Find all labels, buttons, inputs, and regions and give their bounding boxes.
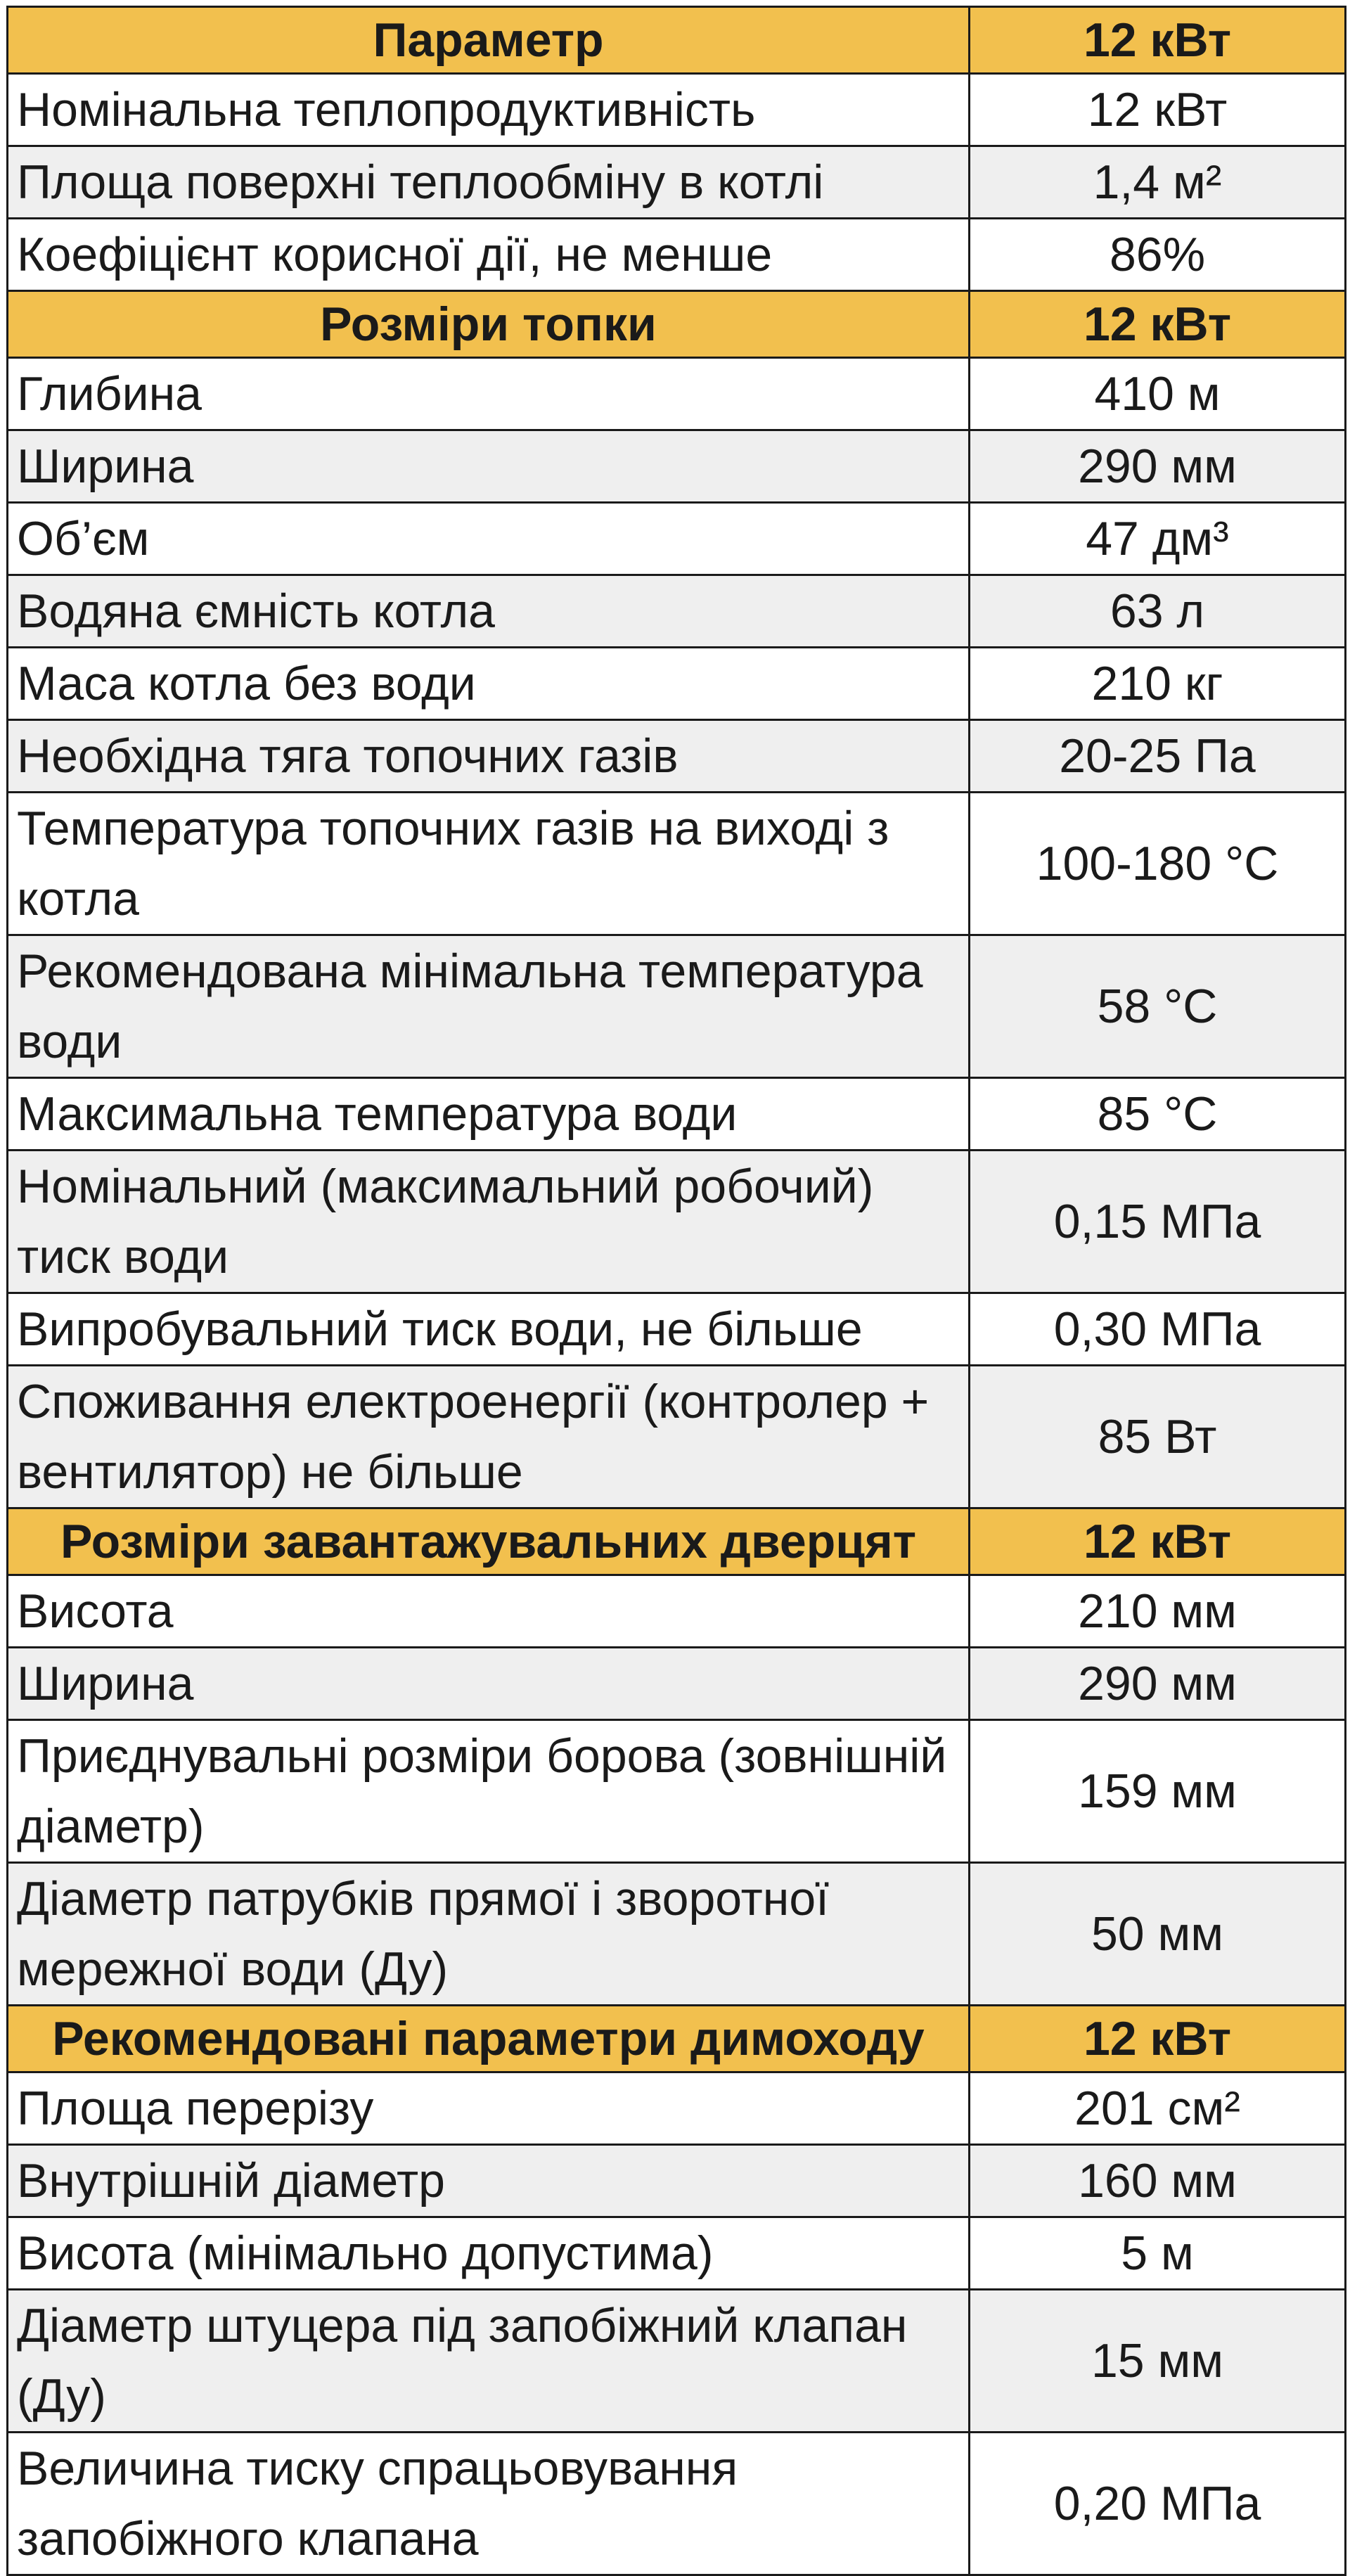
row-label: Висота (8, 1575, 970, 1648)
table-row (8, 648, 1346, 720)
table-row (8, 1293, 1346, 1366)
section-title: Рекомендовані параметри димоходу (8, 2006, 970, 2072)
spec-table (6, 6, 1346, 2576)
section-title: Розміри топки (8, 291, 970, 358)
section-title: Параметр (8, 7, 970, 74)
table-row (8, 1575, 1346, 1648)
section-header (8, 2006, 1346, 2072)
table-row (8, 1720, 1346, 1863)
section-value-header: 12 кВт (970, 291, 1346, 358)
table-row (8, 503, 1346, 575)
table-row (8, 358, 1346, 430)
table-row (8, 219, 1346, 291)
row-value: 58 °C (970, 935, 1346, 1078)
row-label: Діаметр штуцера під запобіжний клапан (Ду) (8, 2290, 970, 2433)
row-value: 85 °C (970, 1078, 1346, 1151)
table-row (8, 2217, 1346, 2290)
table-row (8, 575, 1346, 648)
row-label: Ширина (8, 1648, 970, 1720)
section-title: Розміри завантажувальних дверцят (8, 1508, 970, 1575)
row-label: Ширина (8, 430, 970, 503)
row-label: Площа перерізу (8, 2072, 970, 2145)
row-value: 290 мм (970, 1648, 1346, 1720)
section-header (8, 1508, 1346, 1575)
row-label: Номінальний (максимальний робочий) тиск води (8, 1151, 970, 1293)
row-value: 210 мм (970, 1575, 1346, 1648)
row-label: Необхідна тяга топочних газів (8, 720, 970, 793)
row-value: 160 мм (970, 2145, 1346, 2217)
row-label: Споживання електроенергії (контролер + вентилятор) не більше (8, 1366, 970, 1508)
row-value: 0,20 МПа (970, 2433, 1346, 2575)
row-value: 410 м (970, 358, 1346, 430)
row-label: Номінальна теплопродуктивність (8, 74, 970, 146)
row-value: 0,30 МПа (970, 1293, 1346, 1366)
row-value: 85 Вт (970, 1366, 1346, 1508)
row-label: Висота (мінімально допустима) (8, 2217, 970, 2290)
row-label: Маса котла без води (8, 648, 970, 720)
row-label: Діаметр патрубків прямої і зворотної мережної води (Ду) (8, 1863, 970, 2006)
table-row (8, 1648, 1346, 1720)
table-row (8, 2290, 1346, 2433)
row-label: Рекомендована мінімальна температура води (8, 935, 970, 1078)
table-row (8, 2145, 1346, 2217)
table-row (8, 1078, 1346, 1151)
row-value: 12 кВт (970, 74, 1346, 146)
row-label: Максимальна температура води (8, 1078, 970, 1151)
row-value: 100-180 °C (970, 793, 1346, 935)
row-value: 5 м (970, 2217, 1346, 2290)
section-header (8, 291, 1346, 358)
table-row (8, 74, 1346, 146)
table-row (8, 1151, 1346, 1293)
row-value: 210 кг (970, 648, 1346, 720)
row-label: Випробувальний тиск води, не більше (8, 1293, 970, 1366)
row-value: 0,15 МПа (970, 1151, 1346, 1293)
row-label: Приєднувальні розміри борова (зовнішній діаметр) (8, 1720, 970, 1863)
table-row (8, 1366, 1346, 1508)
table-row (8, 935, 1346, 1078)
section-value-header: 12 кВт (970, 2006, 1346, 2072)
row-label: Водяна ємність котла (8, 575, 970, 648)
row-value: 50 мм (970, 1863, 1346, 2006)
row-label: Глибина (8, 358, 970, 430)
row-label: Об’єм (8, 503, 970, 575)
section-value-header: 12 кВт (970, 7, 1346, 74)
row-value: 63 л (970, 575, 1346, 648)
row-value: 15 мм (970, 2290, 1346, 2433)
row-value: 20-25 Па (970, 720, 1346, 793)
row-value: 1,4 м² (970, 146, 1346, 219)
row-value: 86% (970, 219, 1346, 291)
row-value: 47 дм³ (970, 503, 1346, 575)
row-label: Внутрішній діаметр (8, 2145, 970, 2217)
row-label: Площа поверхні теплообміну в котлі (8, 146, 970, 219)
table-row (8, 793, 1346, 935)
row-value: 201 см² (970, 2072, 1346, 2145)
table-row (8, 2433, 1346, 2575)
row-label: Величина тиску спрацьовування запобіжного клапана (8, 2433, 970, 2575)
row-label: Коефіцієнт корисної дії, не менше (8, 219, 970, 291)
table-row (8, 2072, 1346, 2145)
table-row (8, 430, 1346, 503)
row-value: 290 мм (970, 430, 1346, 503)
spec-table-body (8, 7, 1346, 2575)
section-header (8, 7, 1346, 74)
row-label: Температура топочних газів на виході з котла (8, 793, 970, 935)
table-row (8, 720, 1346, 793)
row-value: 159 мм (970, 1720, 1346, 1863)
section-value-header: 12 кВт (970, 1508, 1346, 1575)
table-row (8, 146, 1346, 219)
table-row (8, 1863, 1346, 2006)
